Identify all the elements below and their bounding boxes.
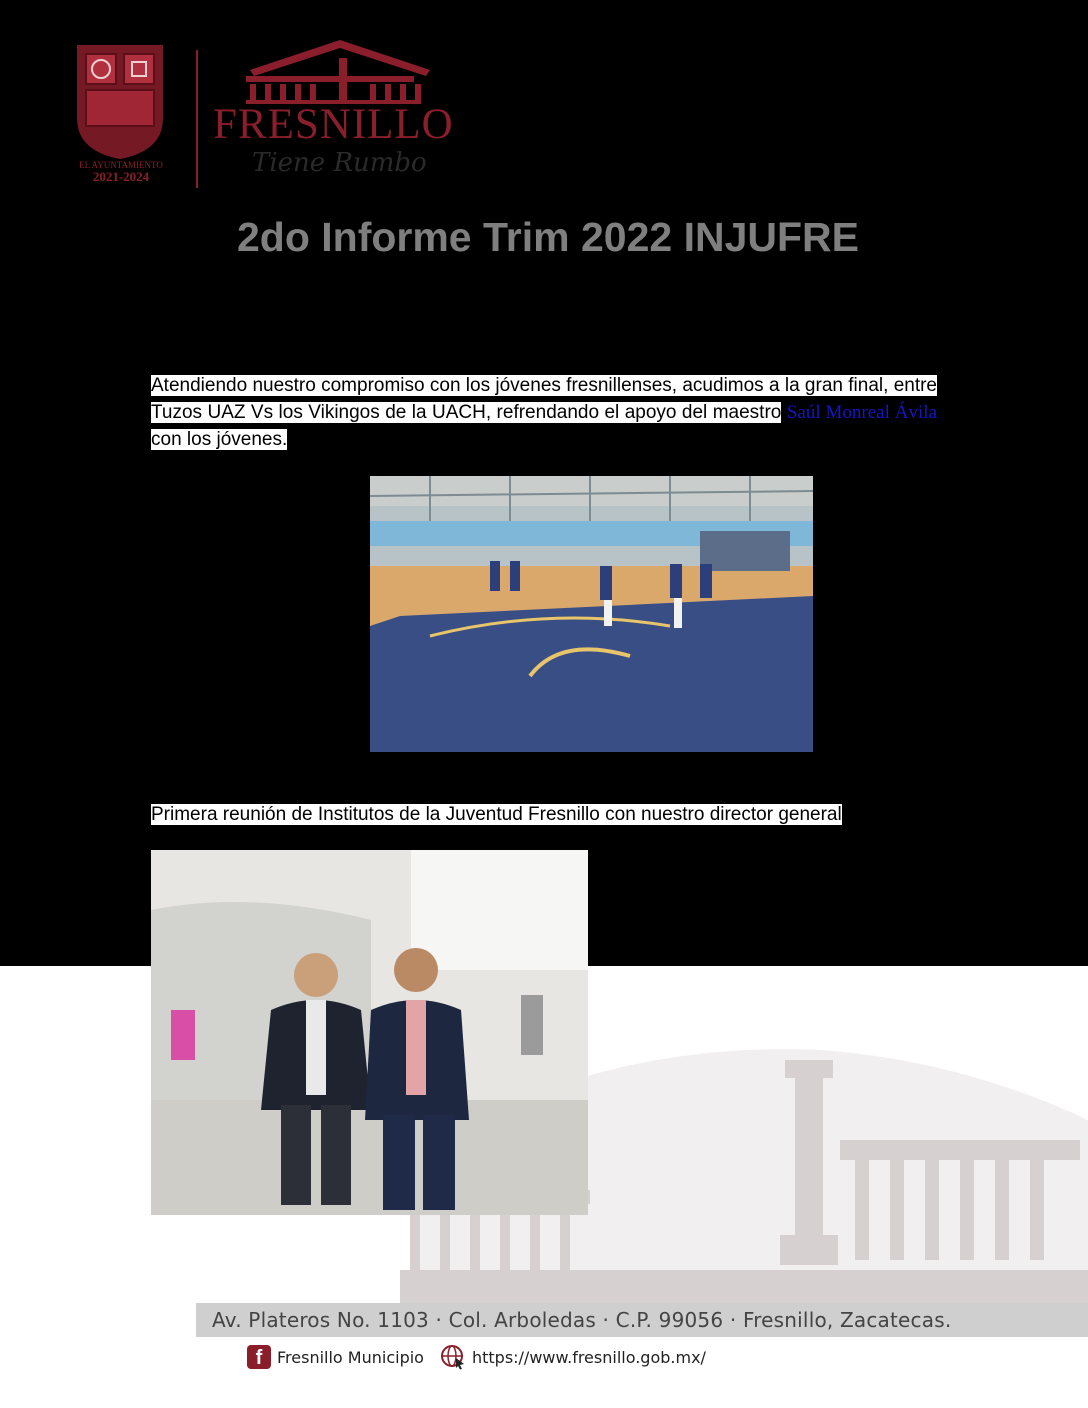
paragraph-text-1: Atendiendo nuestro compromiso con los jóvenes fresnillenses, acudimos a la gran final, entre Tuzos UAZ Vs los Vikingos de la UACH, refrendando el apoyo del maestro xyxy=(151,375,937,423)
meeting-photo xyxy=(151,850,588,1215)
fresnillo-building-logo xyxy=(246,40,430,104)
website-link[interactable]: https://www.fresnillo.gob.mx/ xyxy=(471,1347,706,1367)
paragraph-final-event xyxy=(151,372,937,453)
brand-name: FRESNILLO xyxy=(213,101,454,148)
document-title: 2do Informe Trim 2022 INJUFRE xyxy=(236,214,859,260)
footer-social xyxy=(247,1342,706,1372)
municipal-seal xyxy=(78,46,162,158)
seal-years: 2021-2024 xyxy=(92,169,150,184)
basketball-court-photo xyxy=(370,476,813,752)
facebook-icon[interactable]: f xyxy=(247,1345,271,1369)
facebook-label[interactable]: Fresnillo Municipio xyxy=(277,1347,424,1367)
seal-caption xyxy=(62,160,180,182)
paragraph-text-2: con los jóvenes. xyxy=(151,429,288,450)
paragraph-meeting-text: Primera reunión de Institutos de la Juventud Fresnillo con nuestro director general xyxy=(151,804,842,825)
footer-address: Av. Plateros No. 1103 · Col. Arboledas · C.P. 99056 · Fresnillo, Zacatecas. xyxy=(212,1308,952,1332)
paragraph-meeting xyxy=(151,801,937,828)
person-link[interactable]: Saúl Monreal Ávila xyxy=(786,402,938,423)
brand-slogan: Tiene Rumbo xyxy=(252,148,427,178)
seal-caption-text: EL AYUNTAMIENTO xyxy=(79,160,163,170)
web-cursor-icon[interactable] xyxy=(440,1344,466,1370)
